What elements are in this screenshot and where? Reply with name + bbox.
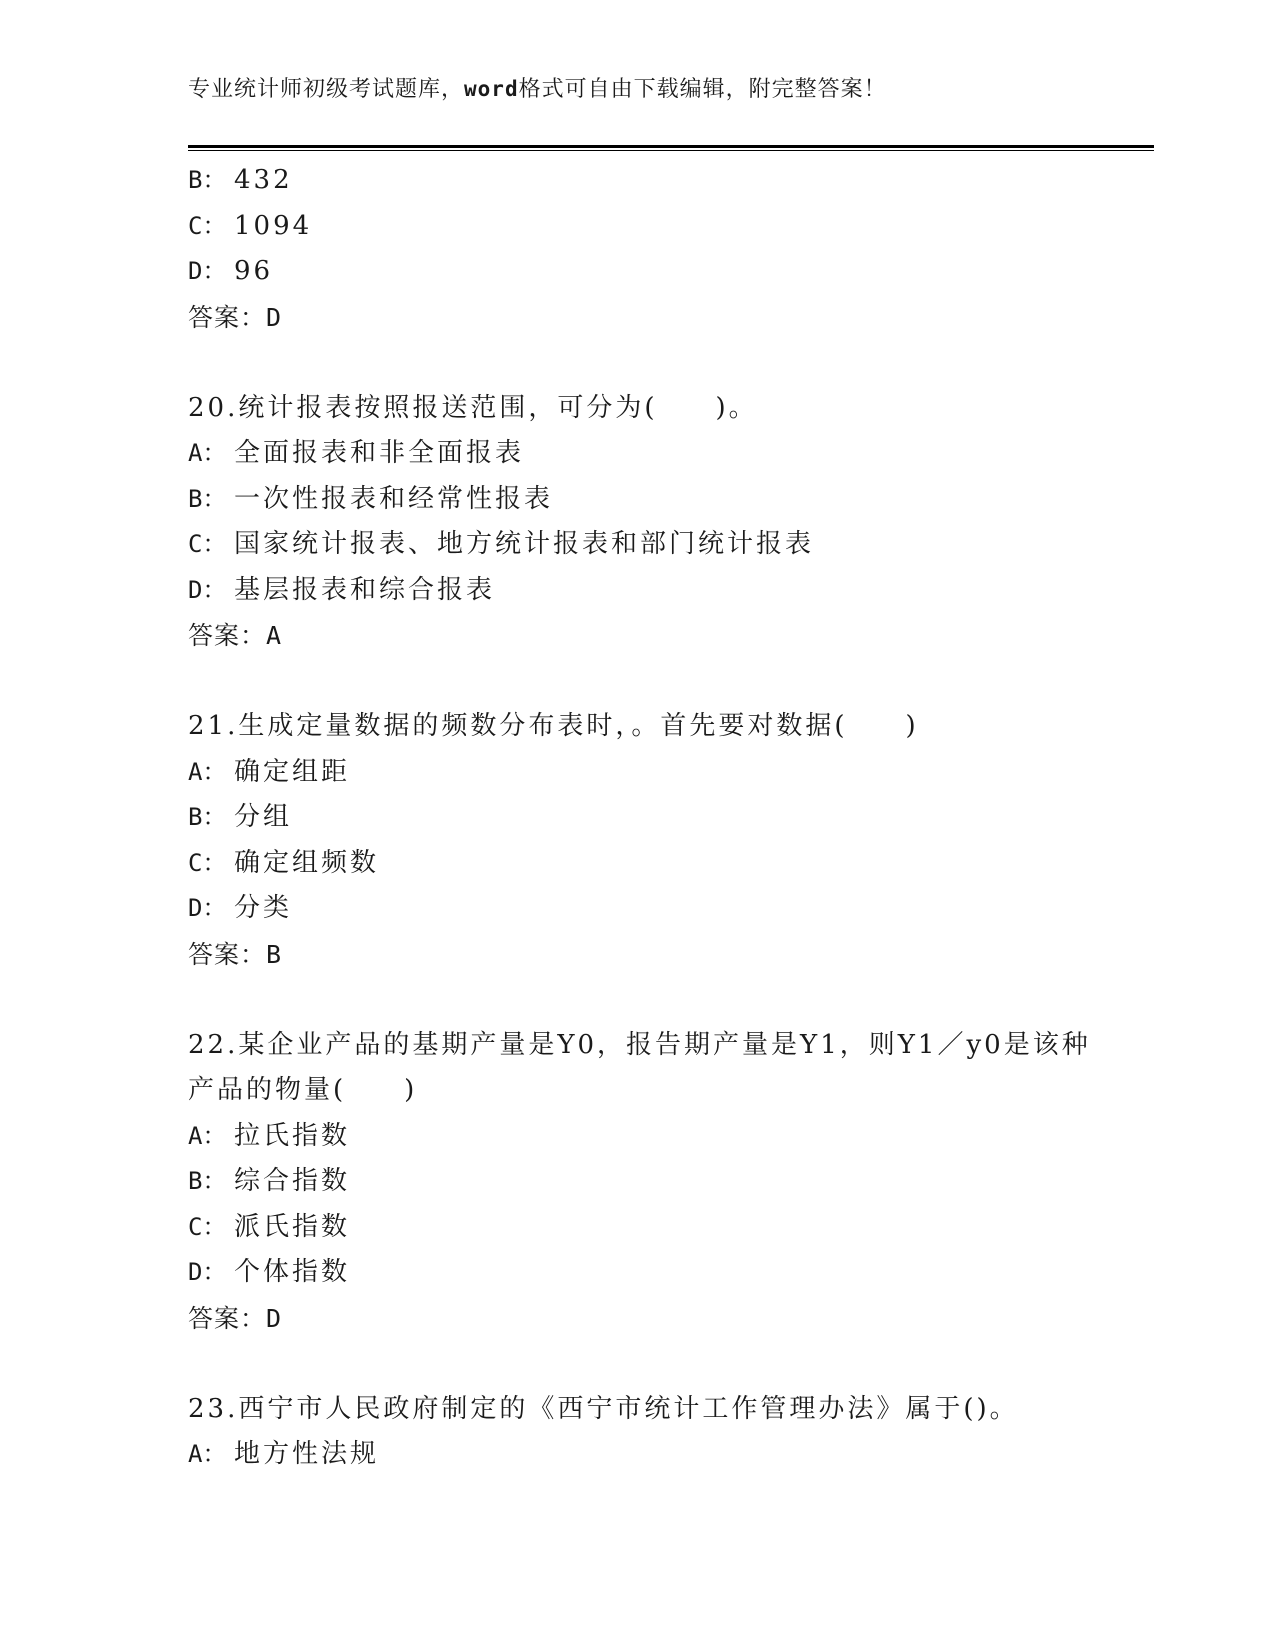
- answer-line: 答案：D: [188, 302, 283, 332]
- option-a: A： 拉氏指数: [188, 1120, 351, 1151]
- option-d: D： 96: [188, 256, 274, 286]
- question-stem: 21.生成定量数据的频数分布表时，。首先要对数据( ): [188, 711, 919, 741]
- header-suffix: 格式可自由下载编辑，附完整答案！: [518, 77, 887, 102]
- question-20: [188, 386, 1088, 659]
- option-b: B： 一次性报表和经常性报表: [188, 483, 554, 514]
- question-21: [188, 704, 1088, 977]
- question-stem: 23.西宁市人民政府制定的《西宁市统计工作管理办法》属于()。: [188, 1393, 1019, 1424]
- option-d: D： 个体指数: [188, 1257, 351, 1287]
- option-b: B： 综合指数: [188, 1166, 351, 1196]
- question-list: [188, 158, 1091, 1478]
- question-stem: 20.统计报表按照报送范围，可分为( )。: [188, 392, 758, 423]
- question-22: [188, 1023, 1091, 1342]
- option-d: D： 分类: [188, 893, 293, 923]
- option-b: B： 432: [188, 165, 293, 195]
- option-a: A： 确定组距: [188, 756, 351, 787]
- option-a: A： 地方性法规: [188, 1439, 380, 1469]
- option-b: B： 分组: [188, 802, 293, 832]
- question-23: [188, 1387, 1088, 1478]
- header-prefix: 专业统计师初级考试题库，: [188, 77, 465, 102]
- option-c: C： 确定组频数: [188, 847, 380, 878]
- question-stem-line-1: 22.某企业产品的基期产量是Y0，报告期产量是Y1，则Y1／y0是该种: [188, 1029, 1091, 1060]
- header-rule: [188, 145, 1154, 148]
- option-c: C： 国家统计报表、地方统计报表和部门统计报表: [188, 529, 815, 559]
- option-d: D： 基层报表和综合报表: [188, 574, 496, 605]
- header-word: word: [464, 77, 519, 101]
- option-a: A： 全面报表和非全面报表: [188, 438, 525, 468]
- question-stem-line-2: 产品的物量( ): [188, 1075, 418, 1105]
- option-c: C： 1094: [188, 210, 313, 241]
- header-rule-thin: [188, 150, 1154, 151]
- page-header: [188, 72, 887, 103]
- answer-line: 答案：A: [188, 621, 283, 650]
- question-19-tail: [188, 158, 1088, 340]
- option-c: C： 派氏指数: [188, 1211, 351, 1242]
- answer-line: 答案：B: [188, 939, 283, 969]
- answer-line: 答案：D: [188, 1303, 283, 1333]
